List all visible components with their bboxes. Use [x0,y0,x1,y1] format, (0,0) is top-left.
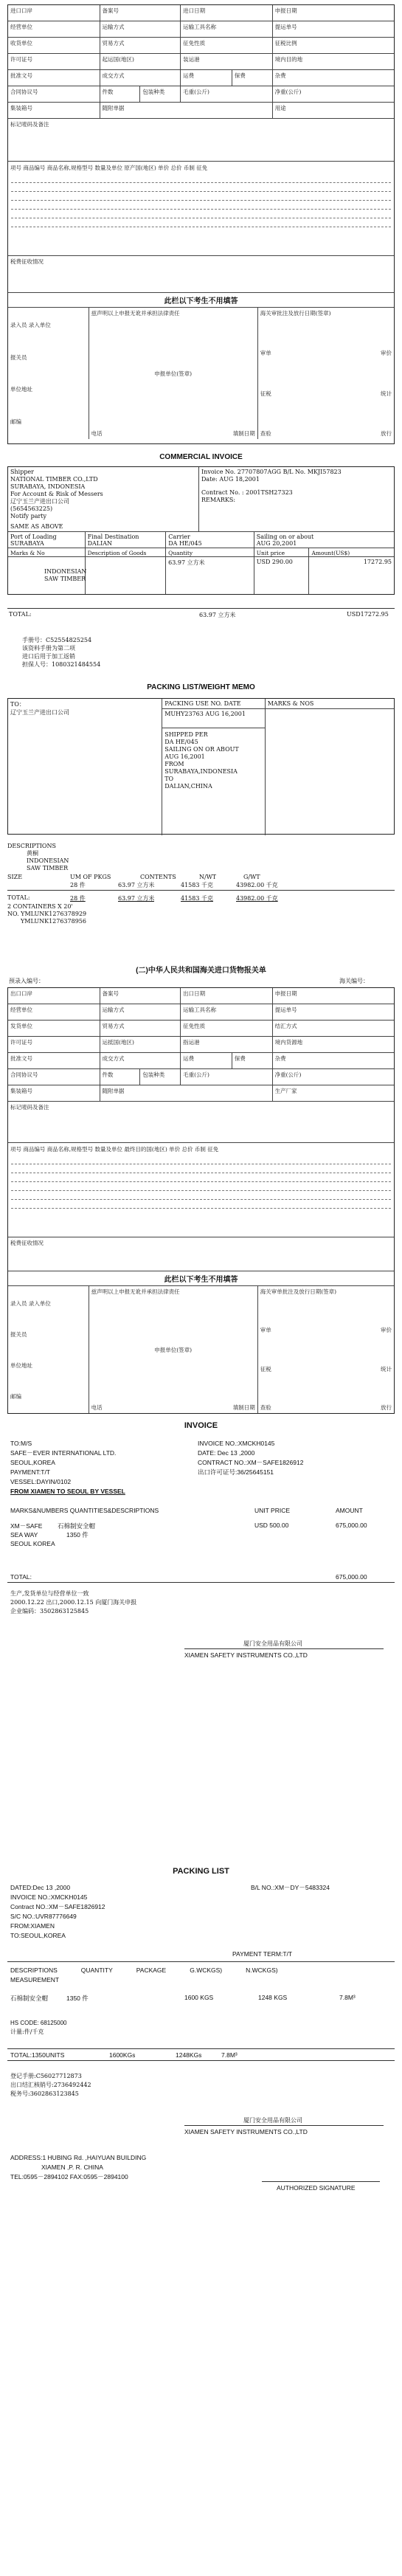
pw-total-label: TOTAL: [7,894,30,901]
ci-col-quantity: Quantity [166,548,254,556]
form2-field-transport-name: 运输工具名称 [181,1004,273,1020]
form2-field-marks-remarks: 标记唛码及备注 [10,1104,49,1111]
commercial-invoice-title: COMMERCIAL INVOICE [159,453,243,461]
inv-vessel: VESSEL:DAYIN/0102 [10,1478,72,1485]
pw-sailing-date: AUG 16,2001 [164,753,205,760]
field-statistics: 统计 [381,390,392,397]
form2-field-tax-levy: 税费征收情况 [10,1240,44,1246]
inv-item-price: USD 500.00 [254,1522,289,1529]
field-declarant: 报关员 [10,353,27,361]
pw-container-no-1: NO. YMLUNK1276378929 [7,911,87,917]
ci-total-amount: USD17272.95 [347,611,389,618]
form2-field-review: 审价 [381,1327,392,1334]
form2-field-package: 包装种类 [140,1069,181,1085]
commercial-invoice-section [0,452,402,680]
field-import-port: 进口口岸 [8,5,100,21]
field-consignee: 收货单位 [8,38,100,53]
inv-item-amount: 675,000.00 [336,1522,367,1529]
field-tax: 征税 [260,390,271,397]
form2-field-declarant: 报关员 [10,1330,27,1338]
pl-item-qty: 1350 件 [66,1995,89,2002]
inv-header-amount: AMOUNT [336,1507,363,1514]
form2-field-license-no: 许可证号 [8,1037,100,1052]
ci-item-quantity: 63.97 立方米 [166,557,254,594]
pw-row-pkgs: 28 件 [70,882,86,888]
field-trade-mode: 贸易方式 [100,38,181,53]
field-deal-mode: 成交方式 [100,70,181,86]
pl-from-label: FROM:XIAMEN [10,1922,55,1930]
inv-company: SAFE－EVER INTERNATIONAL LTD. [10,1449,117,1457]
field-fill-date: 填制日期 [232,430,255,437]
pl-item-nw: 1248 KGS [258,1994,288,2001]
form2-field-dest-country: 运抵国(地区) [100,1037,181,1052]
pl-seller-cn: 厦门安全用品有限公司 [243,2117,302,2124]
form2-customs-no: 海关编号： [339,978,369,984]
form2-field-statistics: 统计 [381,1365,392,1372]
form2-field-net-weight: 净重(公斤) [274,1071,302,1078]
form2-field-customs-approval: 海关审单批注及放行日期(签章) [260,1288,337,1295]
pw-to-port: DALIAN,CHINA [164,783,212,790]
pl-total-nw: 1248KGs [176,2051,202,2059]
pw-container-no-2: YMLUNK1276378956 [21,918,86,925]
form2-field-documents: 随附单据 [100,1085,273,1101]
field-postcode: 邮编 [10,418,21,425]
ci-notify-value: SAME AS ABOVE [10,523,63,530]
form2-field-shipper: 发货单位 [8,1021,100,1036]
form2-field-release: 放行 [381,1403,392,1411]
inv-city: SEOUL,KOREA [10,1459,55,1466]
form2-field-record-no: 备案号 [100,988,181,1004]
form2-field-fill-date: 填制日期 [232,1404,255,1411]
field-freight: 运费 [181,70,232,86]
ci-shipper-name: NATIONAL TIMBER CO.,LTD [10,476,98,483]
inv-payment: PAYMENT:T/T [10,1468,50,1476]
import-declaration-form [7,4,395,444]
inv-license-no: 出口许可证号:36/25645151 [198,1468,274,1476]
pl-col-quantity: QUANTITY [80,1966,113,1974]
field-operator: 经营单位 [8,21,100,37]
inv-total-label: TOTAL: [10,1573,32,1581]
field-gross-weight: 毛重(公斤) [181,86,273,102]
field-misc: 杂费 [274,72,286,79]
ci-note-purpose: 进口后用于加工返销 [22,653,75,660]
packing-list-section [0,1861,402,2576]
pl-unit: 计量:件/千克 [10,2028,44,2035]
inv-note-2: 2000.12.22 出口,2000.12.15 向厦门海关申报 [10,1599,137,1606]
field-destination: 境内目的地 [274,56,303,63]
form2-field-contract-no: 合同协议号 [8,1069,100,1085]
field-customs-approval: 海关审批注及放行日期(签章) [260,310,331,317]
ci-carrier: DA HE/045 [168,540,202,547]
ci-sailing-label: Sailing on or about [256,533,314,540]
pl-col-measurement: MEASUREMENT [10,1976,60,1983]
form2-field-approval-no: 批准文号 [8,1053,100,1068]
inv-mark-line-3: SEOUL KOREA [10,1540,55,1547]
pl-item-measurement: 7.8M³ [339,1994,356,2001]
pw-vessel: DA HE/045 [164,739,198,745]
form2-field-source: 境内货源地 [274,1039,303,1046]
packing-weight-memo-section [0,680,402,961]
pw-desc-origin: INDONESIAN [27,857,69,864]
pl-payment-term: PAYMENT TERM:T/T [232,1950,293,1958]
pl-col-package: PACKAGE [136,1966,167,1974]
form2-field-phone: 电话 [91,1404,103,1411]
ci-remarks: REMARKS: [201,497,236,503]
pl-total-label: TOTAL:1350UNITS [10,2051,65,2059]
field-declare-date: 申报日期 [274,7,297,14]
pw-total-pkgs: 28 件 [70,895,86,902]
packing-weight-memo-title: PACKING LIST/WEIGHT MEMO [147,683,255,691]
form2-field-port-dest: 指运港 [181,1037,273,1052]
inv-note-3: 企业编码：3502863125845 [10,1608,89,1615]
form2-goods-columns-header: 项号 商品编号 商品名称,规格型号 数量及单位 最终目的国(地区) 单价 总价 币制 征免 [10,1146,219,1153]
field-tax-nature: 征免性质 [181,38,273,53]
field-declaring-seal: 申报单位(签章) [154,370,193,377]
ci-col-description: Description of Goods [86,548,167,556]
pw-col-contents: CONTENTS [140,874,176,880]
pl-dated: DATED:Dec 13 ,2000 [10,1884,71,1891]
form2-field-manufacturer: 生产厂家 [274,1088,297,1094]
ci-total-label: TOTAL: [9,611,32,618]
form2-field-export-date: 出口日期 [181,988,273,1004]
form2-field-pieces: 件数 [100,1069,141,1085]
invoice-title: INVOICE [184,1421,218,1430]
field-review: 审价 [381,350,392,357]
inv-note-1: 生产,发货单位与经营单位一致 [10,1590,89,1597]
field-package: 包装种类 [140,86,181,102]
inv-header-unit-price: UNIT PRICE [254,1507,291,1514]
form2-field-tax: 征税 [260,1365,271,1372]
inv-header-marks-desc: MARKS&NUMBERS QUANTITIES&DESCRIPTIONS [10,1507,159,1514]
ci-shipper-label: Shipper [10,469,34,475]
pl-invoice-no: INVOICE NO.:XMCKH0145 [10,1893,88,1901]
pl-item-gw: 1600 KGS [184,1994,214,2001]
ci-consignee-code: (5654563225) [10,505,53,512]
field-purpose: 用途 [274,105,286,111]
field-entry-clerk: 录入员 录入单位 [10,322,51,329]
pw-to: TO [164,776,174,782]
pw-total-gwt: 43982.00 千克 [236,895,278,902]
form2-pre-entry-no: 预录入编号： [9,978,44,984]
pl-hs-code: HS CODE: 68125000 [10,2020,67,2026]
field-documents: 随附单据 [100,103,273,118]
field-statement: 兹声明以上申报无讹并承担法律责任 [91,310,180,317]
pl-note-manual: 登记手册:C56027712873 [10,2073,82,2079]
ci-note-guarantee: 担保人号：1080321484554 [22,661,101,668]
field-release: 放行 [381,429,392,437]
pl-col-gweight: G.WCKGS) [190,1966,223,1974]
pw-total-contents: 63.97 立方米 [118,895,155,902]
import-declaration-section [0,0,402,450]
invoice-section [0,1418,402,1861]
field-contract-no: 合同协议号 [8,86,100,102]
inv-route: FROM XIAMEN TO SEOUL BY VESSEL [10,1488,125,1495]
pl-total-gw: 1600KGs [109,2051,136,2059]
form2-field-container-no: 集装箱号 [8,1085,100,1101]
ci-invoice-no: Invoice No. 27707807AGG B/L No. MKJI57823 [201,469,342,475]
pw-shipped-per: SHIPPED PER [164,731,208,738]
pw-desc-cn: 黄桐 [27,850,38,857]
field-tax-levy: 税费征收情况 [10,258,44,265]
field-inspection: 查验 [260,429,271,437]
ci-consignee-cn: 辽宁玉兰产进出口公司 [10,498,69,505]
pw-sailing-label: SAILING ON OR ABOUT [164,746,239,753]
inv-to: TO:M/S [10,1440,32,1447]
pw-from: FROM [164,761,184,767]
pw-col-um-pkgs: UM OF PKGS [70,874,111,880]
form2-field-statement: 兹声明以上申报无讹并承担法律责任 [91,1288,180,1295]
pw-row-contents: 63.97 立方米 [118,882,155,888]
field-record-no: 备案号 [100,5,181,21]
field-pieces: 件数 [100,86,141,102]
field-marks-remarks: 标记唛码及备注 [10,121,49,128]
pw-packing-use-value: MUHY23763 AUG 16,2001 [162,709,264,728]
pl-tel-fax: TEL:0595－2894102 FAX:0595－2894100 [10,2173,128,2180]
packing-list-title: PACKING LIST [173,1867,229,1876]
inv-item-qty: 1350 件 [66,1531,89,1539]
inv-item-name: 石棉制安全帽 [58,1522,96,1530]
inv-seller-en: XIAMEN SAFETY INSTRUMENTS CO.,LTD [184,1651,308,1659]
pl-bl-no: B/L NO.:XM－DY－5483324 [251,1884,330,1891]
pw-from-value: SURABAYA,INDONESIA [164,768,238,775]
pw-col-size: SIZE [7,874,23,880]
form2-field-trade-mode: 贸易方式 [100,1021,181,1036]
inv-invoice-no: INVOICE NO.:XMCKH0145 [198,1440,275,1447]
pw-col-nwt: N/WT [199,874,217,880]
ci-final-destination-label: Final Destination [87,533,139,540]
ci-item-desc-origin: INDONESIAN [44,568,87,575]
inv-contract-no: CONTRACT NO.:XM－SAFE1826912 [198,1459,304,1466]
field-import-date: 进口日期 [181,5,273,21]
form2-field-gross-weight: 毛重(公斤) [181,1069,273,1085]
form2-field-freight: 运费 [181,1053,232,1068]
ci-note-manual-type: 该资料手册为第二项 [22,645,75,652]
ci-date: Date: AUG 18,2001 [201,476,260,483]
form2-field-misc: 杂费 [274,1055,286,1062]
pl-item-name: 石棉制安全帽 [10,1995,49,2002]
field-declaring-unit: 单位地址 [10,386,32,393]
ci-notify-label: Notify party [10,513,47,519]
field-loading-port: 装运港 [181,54,273,69]
field-insurance: 保费 [232,70,273,86]
form2-field-export-port: 出口口岸 [8,988,100,1004]
pw-containers: 2 CONTAINERS X 20' [7,903,73,910]
form2-field-tax-nature: 征免性质 [181,1021,273,1036]
pl-note-settlement: 出口结汇核销号:2736492442 [10,2082,91,2088]
form2-field-entry-clerk: 录入员 录入单位 [10,1299,51,1307]
export-declaration-title: (二)中华人民共和国海关进口货物报关单 [136,967,266,975]
ci-item-amount: 17272.95 [363,559,392,565]
form2-field-transport-mode: 运输方式 [100,1004,181,1020]
pl-col-descriptions: DESCRIPTIONS [10,1966,58,1974]
pl-authorized-signature: AUTHORIZED SIGNATURE [277,2184,356,2192]
pl-total-measurement: 7.8M³ [221,2051,238,2059]
form2-field-declare-date: 申报日期 [274,990,297,997]
field-bill-no: 提运单号 [274,24,297,30]
form2-field-postcode: 邮编 [10,1392,21,1400]
inv-mark-line-1: XM－SAFE [10,1522,43,1530]
ci-note-manual-no: 手册号：C52554825254 [22,637,92,643]
field-transport-mode: 运输方式 [100,21,181,37]
field-audit: 审单 [260,350,271,357]
pw-row-gwt: 43982.00 千克 [236,882,278,888]
ci-col-unit-price: Unit price [254,548,310,556]
ci-port-loading: SURABAYA [10,540,44,547]
form2-field-deal-mode: 成交方式 [100,1053,181,1068]
field-transport-name: 运输工具名称 [181,21,273,37]
field-approval-no: 批准文号 [8,70,100,86]
form2-field-insurance: 保费 [232,1053,273,1068]
pl-contract-no: Contract NO.:XM－SAFE1826912 [10,1903,105,1910]
form2-field-audit: 审单 [260,1327,271,1334]
field-origin-country: 起运国(地区) [100,54,181,69]
pw-row-nwt: 41583 千克 [181,882,213,888]
field-tax-ratio: 征税比例 [274,40,297,46]
field-phone: 电话 [91,430,103,437]
ci-final-destination: DALIAN [87,540,113,547]
pw-descriptions-label: DESCRIPTIONS [7,843,56,849]
form2-declaration-title: 此栏以下考生不用填答 [164,1276,238,1284]
ci-sailing: AUG 20,2001 [256,540,297,547]
pl-note-tax: 税务号:3602863123845 [10,2090,79,2097]
pl-address-city: XIAMEN ,P. R. CHINA [41,2164,103,2171]
ci-shipper-city: SURABAYA, INDONESIA [10,483,86,490]
form1-declaration-title: 此栏以下考生不用填答 [164,297,238,305]
form2-field-inspection: 查验 [260,1403,271,1411]
field-container-no: 集装箱号 [8,103,100,118]
inv-seller-cn: 厦门安全用品有限公司 [243,1640,302,1647]
pw-marks-header: MARKS & NOS [266,699,394,709]
pw-col-gwt: G/WT [243,874,260,880]
ci-item-price: USD 290.00 [254,557,310,594]
export-declaration-section [0,961,402,1418]
pl-seller-en: XIAMEN SAFETY INSTRUMENTS CO.,LTD [184,2128,308,2135]
ci-col-marks: Marks & No [8,548,86,556]
inv-total-amount: 675,000.00 [336,1573,367,1581]
pw-total-nwt: 41583 千克 [181,895,213,902]
pl-col-nweight: N.WCKGS) [246,1966,278,1974]
ci-carrier-label: Carrier [168,533,190,540]
form2-field-declaring-seal: 申报单位(签章) [154,1346,193,1353]
ci-port-loading-label: Port of Loading [10,533,57,540]
inv-date: DATE: Dec 13 ,2000 [198,1449,255,1457]
pw-to-label: TO： [10,701,25,708]
pw-desc-goods: SAW TIMBER [27,865,69,871]
pl-to-label: TO:SEOUL,KOREA [10,1932,66,1939]
pl-sc-no: S/C NO.:UVR87776649 [10,1913,77,1920]
field-net-weight: 净重(公斤) [274,89,302,95]
goods-columns-header: 项号 商品编号 商品名称,规格型号 数量及单位 原产国(地区) 单价 总价 币制 征免 [10,165,208,171]
pw-packing-use-header: PACKING USE NO. DATE [162,699,264,709]
form2-field-declaring-unit: 单位地址 [10,1361,32,1369]
ci-contract-no: Contract No. : 2001TSH27323 [201,489,293,496]
pl-address: ADDRESS:1 HUBING Rd. ,HAIYUAN BUILDING [10,2154,147,2161]
ci-item-desc-goods: SAW TIMBER [44,576,86,582]
ci-col-amount: Amount(US$) [311,550,350,556]
ci-for-account: For Account & Risk of Messers [10,491,103,497]
pw-to-value: 辽宁玉兰产进出口公司 [10,709,69,716]
form2-field-bill-no: 提运单号 [274,1006,297,1013]
ci-total-quantity: 63.97 立方米 [199,612,236,618]
inv-mark-line-2: SEA WAY [10,1531,38,1539]
form2-field-operator: 经营单位 [8,1004,100,1020]
form2-field-settlement: 结汇方式 [274,1023,297,1029]
field-license-no: 许可证号 [8,54,100,69]
